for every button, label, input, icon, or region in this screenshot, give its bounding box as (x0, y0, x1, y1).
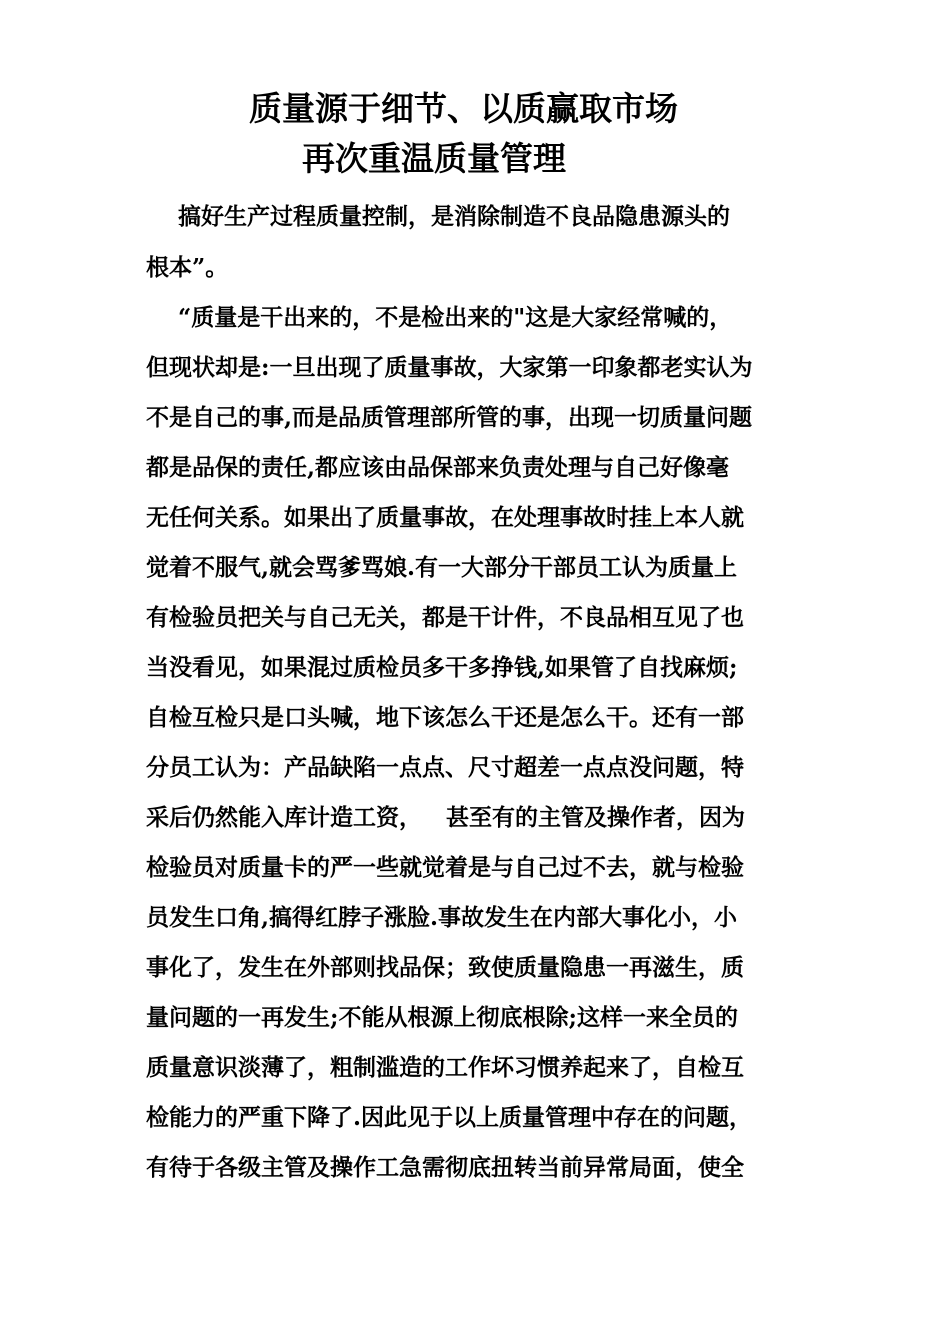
paragraph-line: 都是品保的责任,都应该由品保部来负责处理与自己好像毫 (146, 454, 730, 481)
paragraph-line: 分员工认为：产品缺陷一点点、尺寸超差一点点没问题，特 (146, 754, 744, 781)
paragraph-line: 但现状却是:一旦出现了质量事故，大家第一印象都老实认为 (146, 354, 753, 381)
paragraph-line: 质量意识淡薄了，粗制滥造的工作坏习惯养起来了，自检互 (146, 1054, 744, 1081)
paragraph-line: 量问题的一再发生;不能从根源上彻底根除;这样一来全员的 (146, 1004, 738, 1031)
document-subtitle: 再次重温质量管理 (302, 139, 566, 178)
document-title: 质量源于细节、以质赢取市场 (249, 89, 678, 128)
paragraph-line: 有待于各级主管及操作工急需彻底扭转当前异常局面，使全 (146, 1154, 744, 1181)
paragraph-line: 采后仍然能入库计造工资， 甚至有的主管及操作者，因为 (146, 804, 746, 831)
paragraph-line: 根本”。 (146, 254, 229, 281)
paragraph-line: 不是自己的事,而是品质管理部所管的事，出现一切质量问题 (146, 404, 753, 431)
paragraph-line: 自检互检只是口头喊，地下该怎么干还是怎么干。还有一部 (146, 704, 744, 731)
paragraph-line: 当没看见，如果混过质检员多干多挣钱,如果管了自找麻烦; (146, 654, 738, 681)
paragraph-line: 有检验员把关与自己无关，都是干计件，不良品相互见了也 (146, 604, 744, 631)
paragraph-line: 检验员对质量卡的严一些就觉着是与自己过不去，就与检验 (146, 854, 744, 881)
paragraph-line: 搞好生产过程质量控制，是消除制造不良品隐患源头的 (146, 203, 731, 230)
paragraph-line: “质量是干出来的，不是检出来的"这是大家经常喊的， (146, 304, 733, 331)
paragraph-line: 事化了，发生在外部则找品保；致使质量隐患一再滋生，质 (146, 954, 744, 981)
paragraph-line: 觉着不服气,就会骂爹骂娘.有一大部分干部员工认为质量上 (146, 554, 738, 581)
paragraph-line: 无任何关系。如果出了质量事故，在处理事故时挂上本人就 (146, 504, 744, 531)
paragraph-line: 员发生口角,搞得红脖子涨脸.事故发生在内部大事化小，小 (146, 904, 738, 931)
paragraph-line: 检能力的严重下降了.因此见于以上质量管理中存在的问题， (146, 1104, 753, 1131)
